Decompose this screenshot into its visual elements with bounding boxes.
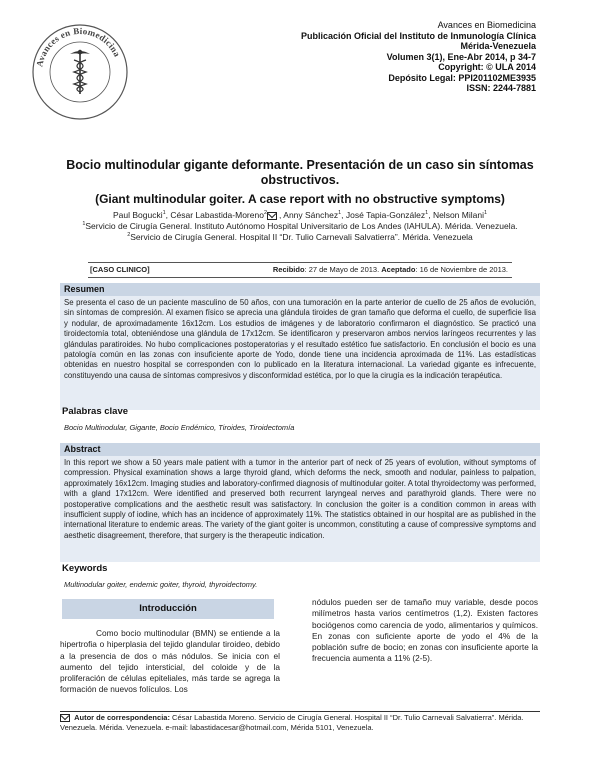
- article-dates: [273, 263, 508, 277]
- keywords-text: Multinodular goiter, endemic goiter, thyroid, thyroidectomy.: [64, 580, 258, 589]
- correspondence-label: Autor de correspondencia:: [74, 713, 170, 722]
- affiliation-text: Servicio de Cirugía General. Hospital II “Dr. Tulio Carnevali Salvatierra”. Mérida. Venezuela: [130, 232, 473, 242]
- introduccion-heading: Introducción: [62, 599, 274, 619]
- keywords-heading: Keywords: [62, 563, 108, 574]
- journal-city: Mérida-Venezuela: [460, 41, 536, 51]
- affiliation: [30, 221, 570, 232]
- journal-copyright: Copyright: © ULA 2014: [438, 62, 536, 72]
- journal-header: [301, 20, 536, 94]
- author-affiliation-number: 1: [483, 210, 488, 217]
- author-name: César Labastida-Moreno: [170, 210, 264, 220]
- footer-divider: [60, 711, 540, 712]
- palabras-clave-text: Bocio Multinodular, Gigante, Bocio Endémico, Tiroides, Tiroidectomía: [64, 423, 295, 432]
- received-date: : 27 de Mayo de 2013.: [304, 265, 380, 274]
- correspondence-footer: [60, 713, 540, 733]
- article-info-bar: [88, 262, 512, 278]
- author-affiliation-number: 1: [338, 210, 342, 217]
- intro-column-2: [312, 597, 538, 665]
- author-list: Paul Bogucki$^1$, César Labastida-Moreno$^2$ , Anny Sánchez$^1$, José Tapia-González$^1$, Nelson Milani$^1$: [112, 210, 488, 220]
- author-affiliation-number: 1: [162, 210, 166, 217]
- logo-ring-text: Avances en Biomedicina: [34, 25, 123, 68]
- resumen-text: Se presenta el caso de un paciente masculino de 50 años, con una tumoración en la parte anterior de cuello de 25 años de evolución, sin síntomas de compresión. Al examen físico se aprecia una glándula tiroides de gran tamaño que deforma el cuello, de superficie lisa y nodular, de aproximadamente 16x12cm. Los estudios de imágenes y de laboratorio confirmaron el diagnóstico. Se practicó una tiroidectomía total, obteniéndose una glándula de 17x12cm. Se identificaron y preservaron ambos nervios laríngeos recurrentes y las glándulas paratiroides. No hubo complicaciones postoperatorias y el resultado estético fue satisfactorio. En conclusión el bocio es una patología común en las zonas con insuficiente aporte de Yodo, donde tiene una incidencia aproximada de 11%. Las estadísticas obtenidas en nuestro hospital se corresponden con lo publicado en la literatura internacional. La variedad gigante es infrecuente, constituyendo una causa de síntomas compresivos y disconformidad estética, por lo que la cirugía es la indicación terapéutica.: [60, 296, 540, 410]
- palabras-clave-heading: Palabras clave: [62, 406, 129, 417]
- envelope-icon: [267, 212, 277, 220]
- title-english: (Giant multinodular goiter. A case report with no obstructive symptoms): [95, 192, 505, 206]
- article-type: [CASO CLINICO]: [90, 265, 150, 274]
- journal-logo: [30, 22, 130, 122]
- title-spanish-line1: Bocio multinodular gigante deformante. Presentación de un caso sin síntomas: [66, 158, 534, 172]
- journal-seal: [30, 22, 130, 122]
- author-name: Anny Sánchez: [283, 210, 339, 220]
- author-name: José Tapia-González: [345, 210, 426, 220]
- affiliation-number: 2: [127, 232, 131, 239]
- author-name: Nelson Milani: [432, 210, 484, 220]
- envelope-icon: [60, 714, 70, 722]
- title-block: [30, 158, 570, 243]
- affiliation: [30, 232, 570, 243]
- intro-column-1: [60, 628, 280, 696]
- author-affiliation-number: 1: [425, 210, 429, 217]
- affiliation-number: 1: [82, 221, 86, 228]
- accepted-date: : 16 de Noviembre de 2013.: [415, 265, 508, 274]
- journal-publication: Publicación Oficial del Instituto de Inmunología Clínica: [300, 30, 536, 41]
- correspondence-text: César Labastida Moreno. Servicio de Cirugía General. Hospital II “Dr. Tulio Carnevali Salvatierra”. Mérida. Venezuela. Mérida. Venezuela. e-mail: labastidacesar@hotmail.com, Mérida 5101, Venezuela.: [60, 713, 524, 732]
- received-label: Recibido: [272, 265, 305, 274]
- journal-volume: Volumen 3(1), Ene-Abr 2014, p 34-7: [386, 51, 536, 62]
- abstract-text: In this report we show a 50 years male patient with a tumor in the anterior part of neck of 25 years of evolution, without symptoms of compression. Physical examination shows a large thyroid gland, which deforms the neck, smooth and nodular, painless to palpation, approximately 16x12cm. Imaging studies and laboratory-confirmed diagnosis of multinodular goiter. A total thyroidectomy was performed, with a gland 17x12cm. Were identified and preserved both recurrent laryngeal nerves and parathyroid glands. There were no postoperative complications and the aesthetic result was satisfactory. In conclusion the goiter is a condition common in areas with insufficient supply of iodine, which has an incidence of approximately 11%. The statistics obtained in our hospital are as published in the international literature to endemic areas. The variety of the giant goiter is uncommon, constituting a cause of compressive symptoms and aesthetic disagreement, therefore, that surgery is the therapeutic indication.: [60, 456, 540, 562]
- journal-issn: ISSN: 2244-7881: [466, 83, 536, 93]
- journal-legal-deposit: Depósito Legal: PPI201102ME3935: [388, 72, 536, 83]
- resumen-heading: Resumen: [60, 283, 540, 296]
- abstract-heading: Abstract: [60, 443, 540, 456]
- journal-name: Avances en Biomedicina: [437, 20, 536, 30]
- affiliation-text: Servicio de Cirugía General. Instituto Autónomo Hospital Universitario de Los Andes (IAHULA). Mérida. Venezuela.: [85, 221, 518, 231]
- intro-paragraph: Como bocio multinodular (BMN) se entiende a la hipertrofia o hiperplasia del tejido glandular tiroideo, debido a la presencia de dos o más nódulos. Se inicia con el aumento del tejido intersticial, del coloide y de la proliferación de células epiteliales, más tarde se agrega la formación de nuevos folículos. Los: [60, 628, 280, 695]
- author-affiliation-number: 2: [263, 210, 268, 217]
- intro-paragraph: nódulos pueden ser de tamaño muy variable, desde pocos milímetros hasta varios centímetros (1,2). Existen factores bociógenos como carencia de yodo, alimentarios y químicos. En zonas con suficiente aporte de yodo el 4% de la población sufre de bocio; en zonas con insuficiente aporte la frecuencia aumenta a 11% (2-5).: [312, 597, 538, 664]
- accepted-label: Aceptado: [381, 265, 416, 274]
- title-spanish-line2: obstructivos.: [260, 173, 340, 187]
- author-name: Paul Bogucki: [112, 210, 163, 220]
- title-spanish: [30, 158, 570, 188]
